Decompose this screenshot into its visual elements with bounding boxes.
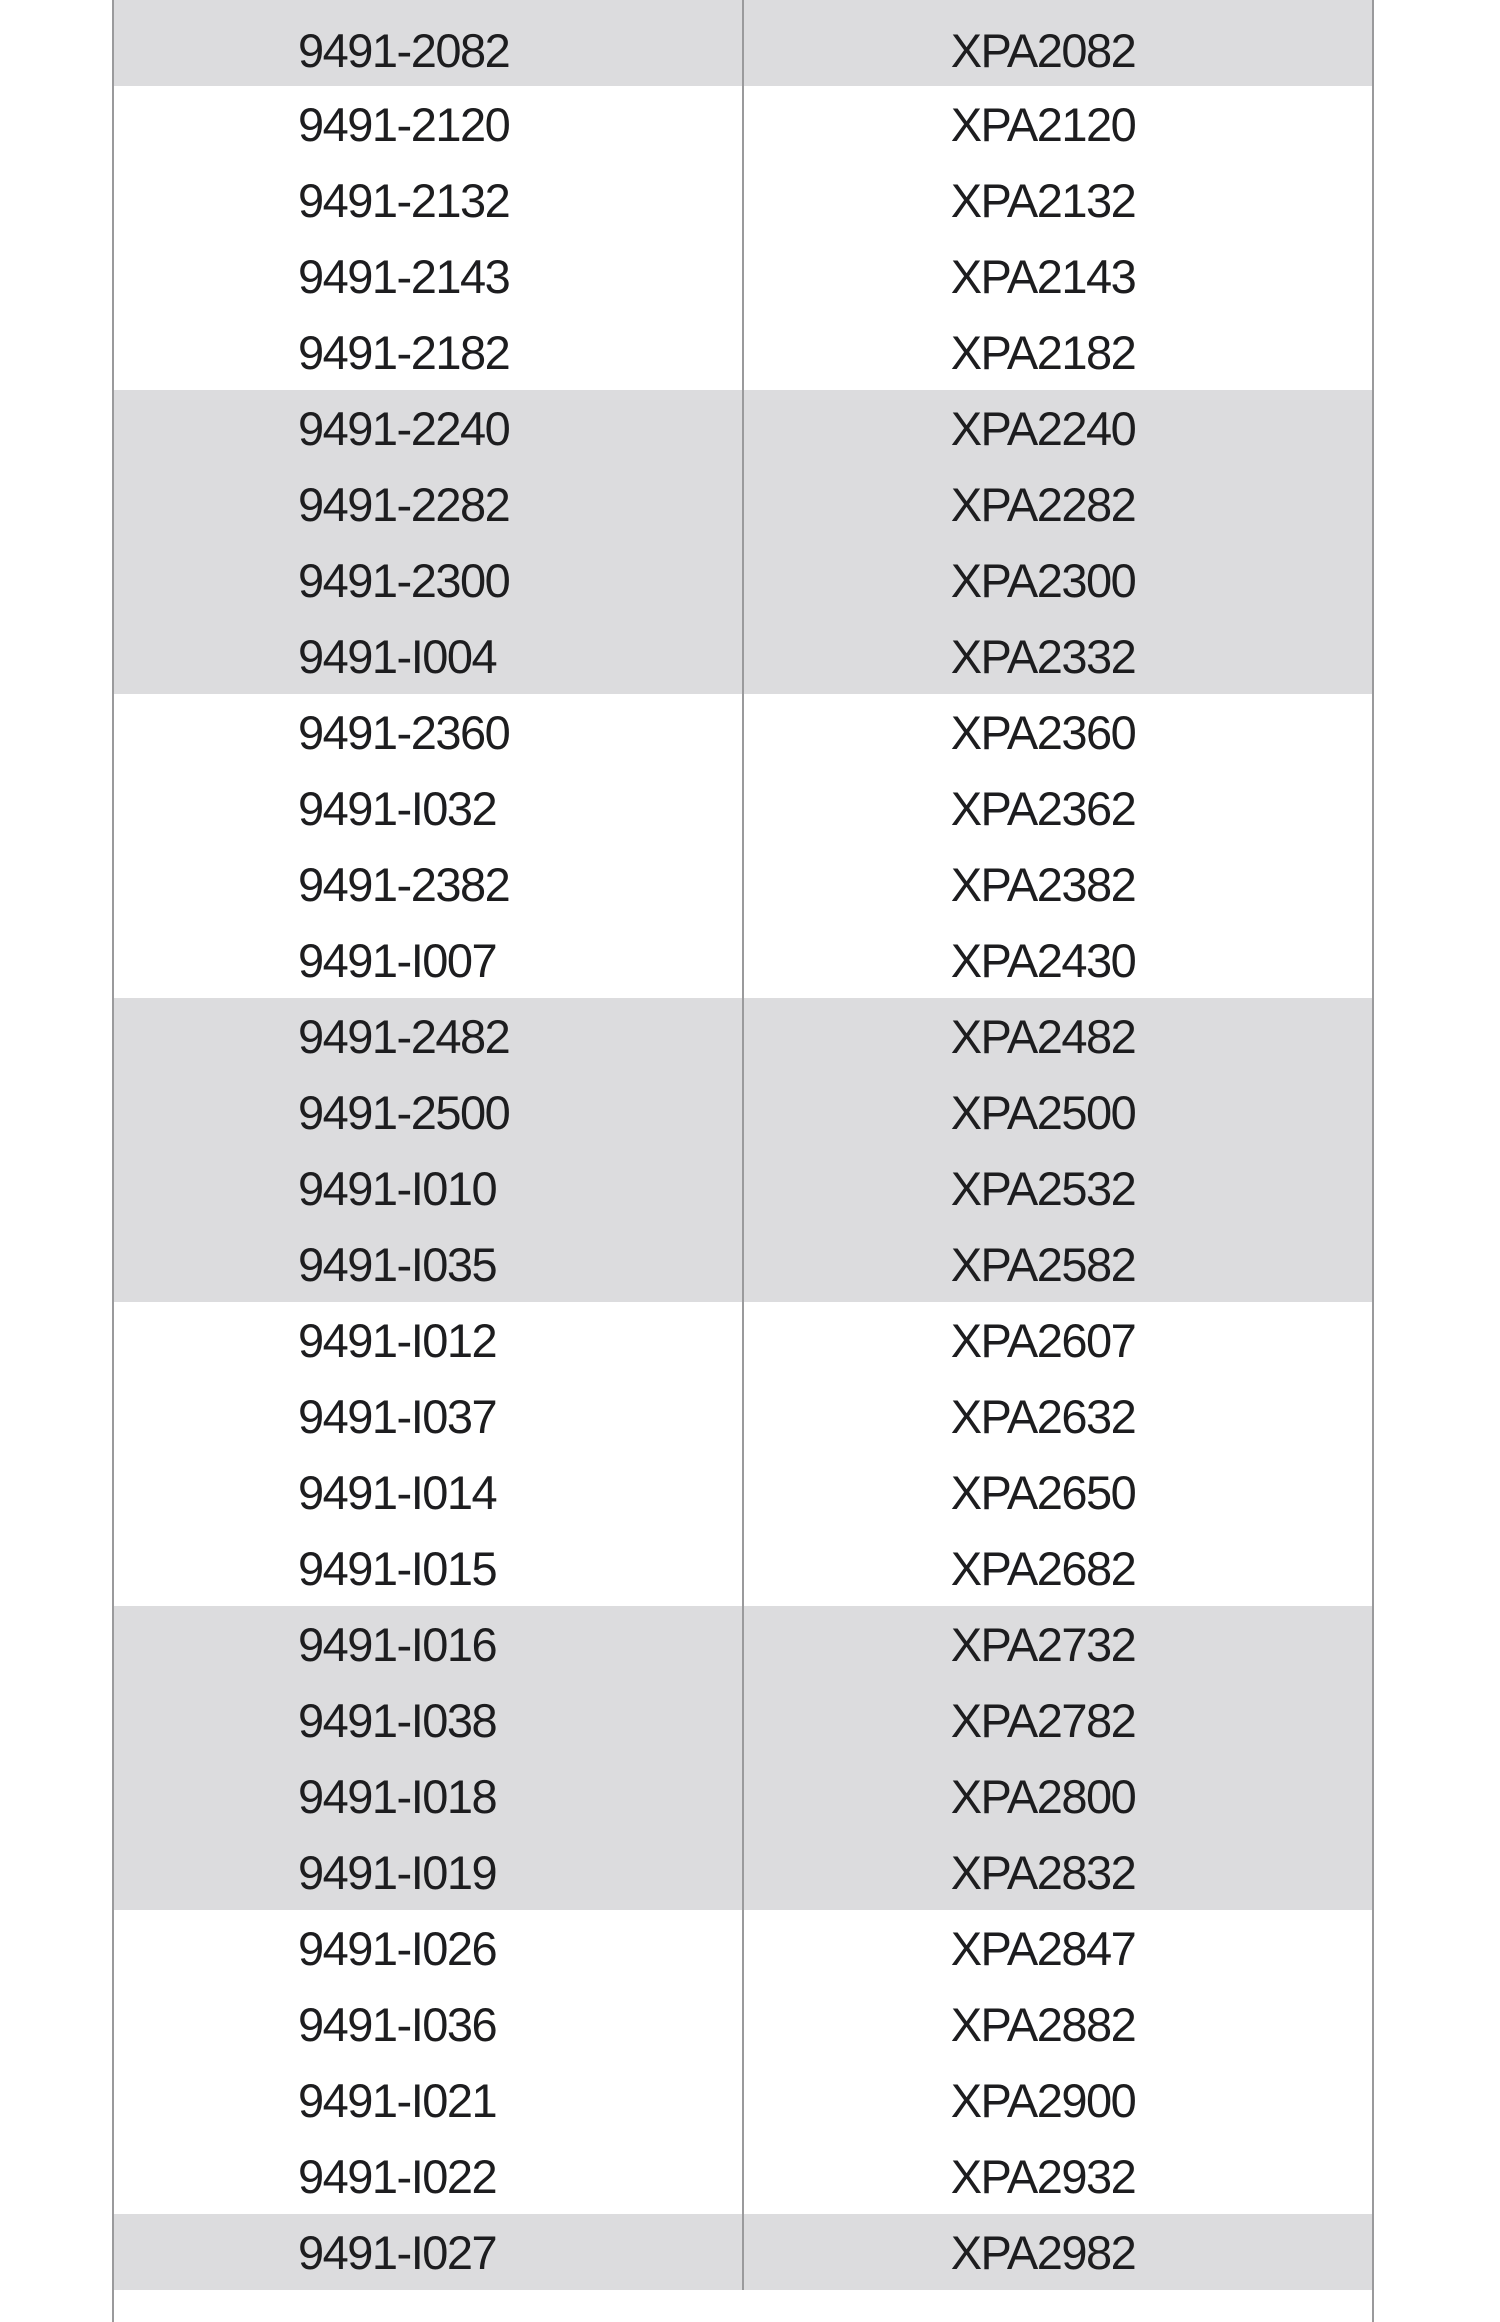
xpa-number-cell: XPA2800 xyxy=(950,1769,1136,1823)
row-group xyxy=(114,998,1372,1302)
xpa-number-cell: XPA2360 xyxy=(950,705,1136,759)
xpa-number-cell: XPA2500 xyxy=(950,1085,1136,1139)
xpa-number-cell: XPA2082 xyxy=(950,24,1136,77)
table-row xyxy=(114,1986,1372,2062)
table-row xyxy=(114,542,1372,618)
table-row xyxy=(114,2138,1372,2214)
part-number-cell: 9491-2360 xyxy=(114,694,744,770)
part-number-cell: 9491-2120 xyxy=(114,86,744,162)
table-row xyxy=(114,466,1372,542)
xpa-number-cell: XPA2430 xyxy=(950,933,1136,987)
part-number-cell: 9491-I035 xyxy=(114,1226,744,1302)
xpa-number-cell: XPA2682 xyxy=(950,1541,1136,1595)
part-number-cell: 9491-2240 xyxy=(114,390,744,466)
xpa-number-cell: XPA2782 xyxy=(950,1693,1136,1747)
xpa-number-cell: XPA2382 xyxy=(950,857,1136,911)
xpa-number-cell: XPA2607 xyxy=(950,1313,1136,1367)
row-group xyxy=(114,390,1372,694)
table-row xyxy=(114,1226,1372,1302)
part-number-cell: 9491-I036 xyxy=(114,1986,744,2062)
part-number-cell: 9491-2382 xyxy=(114,846,744,922)
xpa-number-cell: XPA2532 xyxy=(950,1161,1136,1215)
table-row xyxy=(114,86,1372,162)
part-number-cell: 9491-I004 xyxy=(114,618,744,694)
xpa-number-cell: XPA2632 xyxy=(950,1389,1136,1443)
table-row xyxy=(114,846,1372,922)
xpa-number-cell: XPA2732 xyxy=(950,1617,1136,1671)
xpa-number-cell: XPA2120 xyxy=(950,97,1136,151)
xpa-number-cell: XPA2300 xyxy=(950,553,1136,607)
table-row xyxy=(114,1606,1372,1682)
part-number-cell: 9491-2132 xyxy=(114,162,744,238)
table-row xyxy=(114,694,1372,770)
xpa-number-cell: XPA2332 xyxy=(950,629,1136,683)
xpa-number-cell: XPA2143 xyxy=(950,249,1136,303)
table-row xyxy=(114,1074,1372,1150)
table-row xyxy=(114,314,1372,390)
row-group xyxy=(114,2214,1372,2290)
xpa-number-cell: XPA2932 xyxy=(950,2149,1136,2203)
part-number-cell: 9491-I037 xyxy=(114,1378,744,1454)
xpa-number-cell: XPA2650 xyxy=(950,1465,1136,1519)
part-number-cell: 9491-I012 xyxy=(114,1302,744,1378)
table-row xyxy=(114,770,1372,846)
row-group xyxy=(114,1606,1372,1910)
part-number-cell: 9491-2143 xyxy=(114,238,744,314)
table-row xyxy=(114,1150,1372,1226)
xpa-number-cell: XPA2832 xyxy=(950,1845,1136,1899)
part-number-cell: 9491-I010 xyxy=(114,1150,744,1226)
part-number-cell: 9491-2482 xyxy=(114,998,744,1074)
part-number-cell: 9491-I032 xyxy=(114,770,744,846)
part-number-cell: 9491-I016 xyxy=(114,1606,744,1682)
part-number-cell: 9491-2282 xyxy=(114,466,744,542)
xpa-number-cell: XPA2882 xyxy=(950,1997,1136,2051)
part-number-cell: 9491-I027 xyxy=(114,2214,744,2290)
xpa-number-cell: XPA2900 xyxy=(950,2073,1136,2127)
table-row xyxy=(114,1682,1372,1758)
part-number-cell: 9491-I026 xyxy=(114,1910,744,1986)
table-row xyxy=(114,1530,1372,1606)
table-row xyxy=(114,162,1372,238)
part-number-cell: 9491-I015 xyxy=(114,1530,744,1606)
xpa-number-cell: XPA2132 xyxy=(950,173,1136,227)
table-row xyxy=(114,1454,1372,1530)
table-row xyxy=(114,998,1372,1074)
part-number-cell: 9491-I007 xyxy=(114,922,744,998)
part-number-cell: 9491-2300 xyxy=(114,542,744,618)
table-row xyxy=(114,2062,1372,2138)
row-group xyxy=(114,694,1372,998)
table-row xyxy=(114,1834,1372,1910)
table-row xyxy=(114,390,1372,466)
part-number-cell: 9491-I038 xyxy=(114,1682,744,1758)
table-row xyxy=(114,2214,1372,2290)
xpa-number-cell: XPA2582 xyxy=(950,1237,1136,1291)
table-row xyxy=(114,238,1372,314)
row-group xyxy=(114,0,1372,86)
xpa-number-cell: XPA2982 xyxy=(950,2225,1136,2279)
table-row xyxy=(114,618,1372,694)
xpa-number-cell: XPA2240 xyxy=(950,401,1136,455)
part-number-cell: 9491-I021 xyxy=(114,2062,744,2138)
row-group xyxy=(114,1302,1372,1606)
part-number-cell: 9491-2500 xyxy=(114,1074,744,1150)
xpa-number-cell: XPA2362 xyxy=(950,781,1136,835)
cross-reference-table xyxy=(112,0,1374,2322)
table-row xyxy=(114,1910,1372,1986)
part-number-cell: 9491-I019 xyxy=(114,1834,744,1910)
part-number-cell: 9491-2082 xyxy=(114,0,744,86)
row-group xyxy=(114,1910,1372,2214)
table-row xyxy=(114,1302,1372,1378)
part-number-cell: 9491-2182 xyxy=(114,314,744,390)
part-number-cell: 9491-I014 xyxy=(114,1454,744,1530)
part-number-cell: 9491-I022 xyxy=(114,2138,744,2214)
table-row xyxy=(114,0,1372,86)
part-number-cell: 9491-I018 xyxy=(114,1758,744,1834)
row-group xyxy=(114,86,1372,390)
xpa-number-cell: XPA2482 xyxy=(950,1009,1136,1063)
table-row xyxy=(114,1378,1372,1454)
xpa-number-cell: XPA2847 xyxy=(950,1921,1136,1975)
xpa-number-cell: XPA2182 xyxy=(950,325,1136,379)
table-row xyxy=(114,922,1372,998)
table-row xyxy=(114,1758,1372,1834)
xpa-number-cell: XPA2282 xyxy=(950,477,1136,531)
